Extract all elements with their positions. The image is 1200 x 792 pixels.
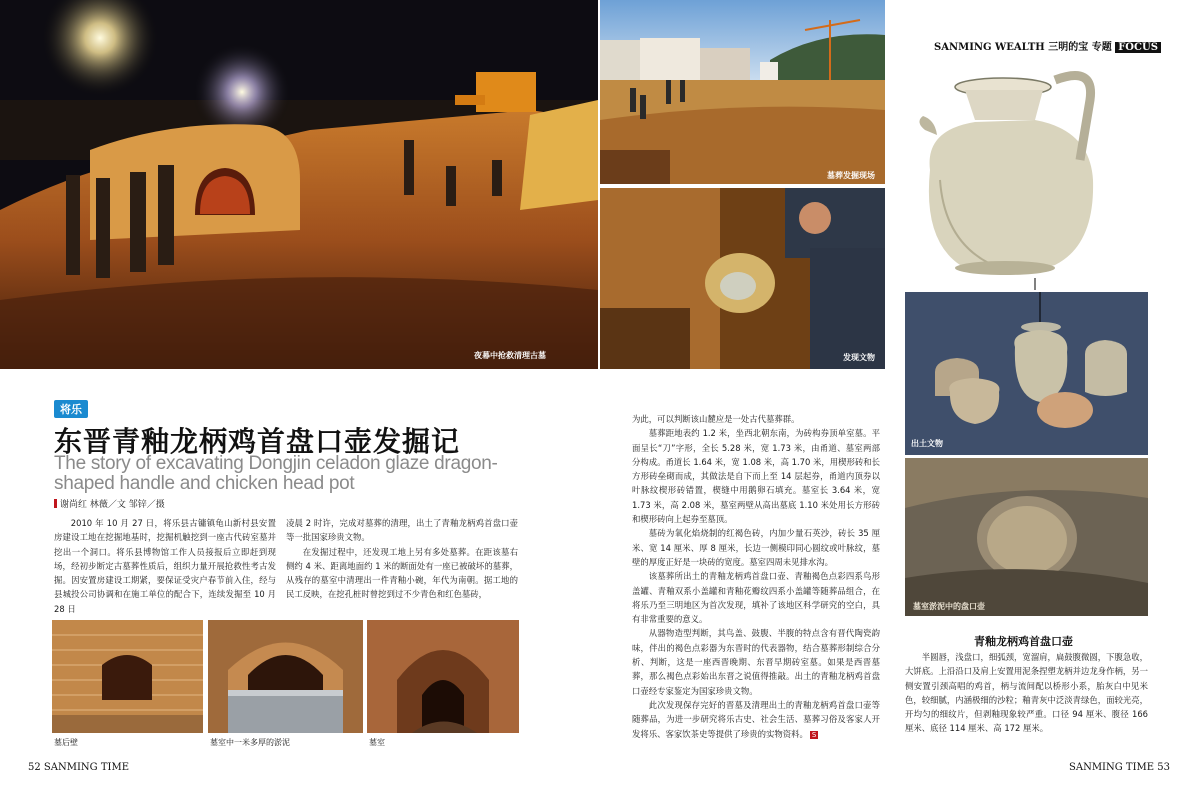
article-title: 东晋青釉龙柄鸡首盘口壶发掘记 — [54, 425, 461, 458]
tomb-back-wall-photo — [52, 620, 203, 733]
paragraph: 半圆唇，浅盘口，细弧颈，宽溜肩，扁鼓腹微圆，下腹急收，大饼底。上沿沿口及肩上安置用泥条捏塑龙柄并边龙身作柄，另一侧安置引颈高唱的鸡首，柄与流间配以桥形小系，胎灰白中见米色，较细腻，内涵极细的沙粒；釉青灰中泛淡青绿色，面较光亮，开均匀的细纹片，但剥釉现象较严重。口径 94 厘米、腹径 166 厘米、底径 114 厘米、高 172 厘米。 — [905, 652, 1148, 734]
sidebar-title: 青釉龙柄鸡首盘口壶 — [974, 635, 1073, 648]
dig-site-photo — [600, 0, 885, 184]
page-header — [934, 38, 1161, 53]
paragraph: 墓砖为氧化焰烧制的红褐色砖，内加少量石英沙，砖长 35 厘米、宽 14 厘米、厚 8 厘米，长边一侧模印同心圆纹或叶脉纹，墓壁的厚度正好是一块砖的宽度。墓室四周未见排水沟。 — [632, 528, 880, 567]
byline-text: 谢尚红 林薇／文 邹锌／摄 — [60, 500, 165, 510]
magazine-name: SANMING WEALTH 三明的宝 — [934, 42, 1089, 53]
paragraph: 为此，可以判断该山麓应是一处古代墓葬群。 — [632, 414, 800, 424]
end-mark: S — [811, 730, 817, 739]
page-number-right: SANMING TIME 53 — [1069, 762, 1170, 773]
night-excavation-photo — [0, 0, 598, 369]
article-column-3 — [632, 412, 880, 742]
article-column-1 — [54, 516, 276, 616]
photo-caption: 发现文物 — [843, 353, 875, 362]
paragraph: 2010 年 10 月 27 日，将乐县古镛镇龟山新村县安置房建设工地在挖掘地基时，挖掘机触挖到一座古代砖室墓并挖出一个洞口。将乐县博物馆工作人员接报后立即赶到现场，经初步断定古墓葬性质后，组织力量开展抢救性考古发掘。因安置房建设工期紧，要保证受灾户春节前入住，经与县城投公司协调和在施工单位的配合下，连续发掘至 10 月 28 日 — [54, 518, 276, 614]
paragraph-text: 此次发现保存完好的晋墓及清理出土的青釉龙柄鸡首盘口壶等随葬品，为进一步研究将乐古史、社会生活、墓葬习俗及客家人开发将乐、客家饮茶史等提供了珍贵的实物资料。 — [632, 699, 880, 739]
paragraph: 在发掘过程中，还发现工地上另有多处墓葬。在距该墓右侧约 4 米、距离地面约 1 米的断面处有一座已被破坏的墓葬，从残存的墓室中清理出一件青釉小碗，年代为南朝。据工地的民工反映，在挖孔桩时曾挖到过不少青色和红色墓砖， — [286, 546, 518, 600]
photo-caption: 墓后壁 — [54, 738, 78, 747]
byline-marker — [54, 499, 57, 508]
photo-caption: 墓室中一米多厚的淤泥 — [210, 738, 290, 747]
photo-caption: 墓室淤泥中的盘口壶 — [913, 602, 985, 611]
section-label: 专题 — [1091, 42, 1112, 53]
artifacts-group-photo — [905, 292, 1148, 455]
paragraph — [632, 698, 880, 742]
pot-in-tomb-photo — [905, 458, 1148, 616]
section-badge: FOCUS — [1115, 42, 1161, 53]
photo-caption: 墓室 — [369, 738, 385, 747]
photo-caption: 夜幕中抢救清理古墓 — [474, 351, 546, 360]
page-number-left: 52 SANMING TIME — [28, 762, 129, 773]
paragraph: 墓葬距地表约 1.2 米，坐西北朝东南，为砖构券顶单室墓。平面呈长“刀”字形，全长 5.28 米，宽 1.73 米，由甬道、墓室两部分构成。甬道长 1.64 米，宽 1.08 米，高 1.70 米，用楔形砖和长方形砖垒砌而成，其做法是自下而上至 14 层起券，甬道内顶券以叶脉纹楔形砖错置，楔缝中用鹅卵石填充。墓室长 3.64 米，宽 1.73 米，高 2.08 米，墓室两壁从高出墓底 1.10 米处用长方形砖和楔形砖向上起券至墓顶。 — [632, 428, 880, 525]
photo-caption: 墓葬发掘现场 — [827, 171, 875, 180]
sidebar-text — [905, 650, 1148, 736]
paragraph: 该墓葬所出土的青釉龙柄鸡首盘口壶、青釉褐色点彩四系鸟形盖罐、青釉双系小盖罐和青釉花瓣纹四系小盖罐等随葬品组合，在将乐乃至三明地区为首次发现，填补了该地区科学研究的空白，具有非常重要的意义。 — [632, 571, 880, 625]
celadon-pot-photo — [905, 60, 1150, 290]
article-title-en: The story of excavating Dongjin celadon glaze dragon-shaped handle and chicken head pot — [54, 453, 498, 494]
location-tag: 将乐 — [54, 400, 88, 418]
byline — [54, 497, 165, 510]
discover-artifact-photo — [600, 188, 885, 369]
tomb-mud-photo — [208, 620, 363, 733]
tomb-chamber-photo — [367, 620, 519, 733]
photo-caption: 出土文物 — [911, 439, 943, 448]
paragraph: 从器物造型判断，其鸟盖、鼓腹、半腹的特点含有晋代陶瓷韵味，伴出的褐色点彩器为东晋时的代表器物，结合墓葬形制综合分析、判断，这是一座西晋晚期、东晋早期砖室墓。如果是西晋墓葬，那么褐色点彩始出东晋之说值得推敲。出土的青釉龙柄鸡首盘口壶经专家鉴定为国家珍贵文物。 — [632, 628, 880, 696]
article-column-2 — [286, 516, 518, 602]
paragraph: 凌晨 2 时许，完成对墓葬的清理，出土了青釉龙柄鸡首盘口壶等一批国家珍贵文物。 — [286, 518, 518, 543]
